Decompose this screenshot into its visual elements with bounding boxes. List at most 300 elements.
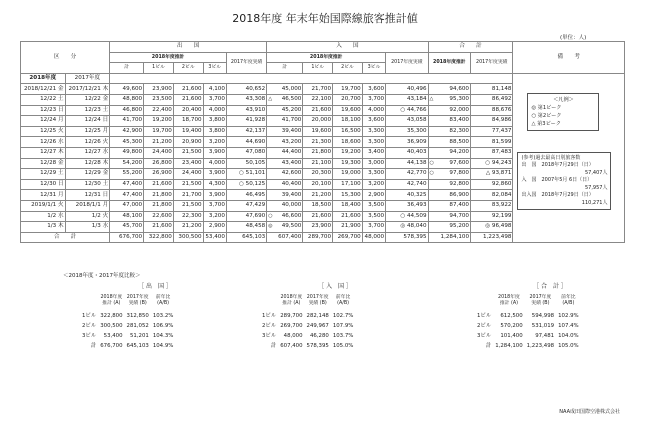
arr-value: 16,500 — [333, 126, 363, 137]
compare-col-header: 2018年度 推計 (A) — [280, 295, 303, 306]
arr-value: 19,300 — [333, 158, 363, 169]
dep-value: 22,400 — [144, 105, 174, 116]
passenger-table — [20, 41, 625, 243]
dep-value: 41,700 — [110, 116, 144, 127]
arr-total-value — [267, 126, 303, 137]
compare-col-header: 2017年度 実績 (B) — [126, 295, 149, 306]
compare-row-label: 計 — [90, 343, 97, 349]
arr-value: 3,200 — [362, 179, 385, 190]
compare-value: 103.7% — [332, 333, 354, 339]
dep-2017-value: 48,458 — [226, 222, 266, 233]
compare-value: 281,052 — [126, 323, 149, 329]
date-2018: 12/26 水 — [21, 137, 66, 148]
tot-value — [428, 179, 470, 190]
arr-total-number: 45,200 — [281, 106, 302, 113]
dep-value: 19,400 — [173, 126, 203, 137]
date-2017: 12/27 水 — [65, 147, 110, 158]
compare-blank — [80, 295, 98, 307]
arr-value: 15,300 — [333, 190, 363, 201]
compare-value: 102.9% — [558, 313, 579, 319]
dep-value: 2,900 — [203, 222, 226, 233]
dep-sub-t2: 2ビル — [173, 63, 203, 74]
arr-value: 4,000 — [362, 105, 385, 116]
tot-value — [428, 211, 470, 222]
arr-2017-value: ○ 44,509 — [386, 211, 428, 222]
legend-box — [527, 93, 599, 131]
dep-value: 46,800 — [110, 105, 144, 116]
arr-total-number: 40,000 — [281, 202, 302, 209]
dep-2017-value: 47,080 — [226, 147, 266, 158]
arr-est-header: 2018年度推計 — [267, 52, 386, 63]
arr-2017-value: 44,138 — [386, 158, 428, 169]
compare-value: 322,800 — [100, 313, 123, 319]
compare-row — [80, 321, 175, 331]
arr-sub-t2: 2ビル — [333, 63, 363, 74]
compare-value: 102.7% — [332, 313, 354, 319]
compare-row-label: 計 — [485, 343, 492, 349]
arr-value: 20,000 — [303, 116, 333, 127]
arr-value: 20,100 — [303, 179, 333, 190]
tot-number: 92,000 — [449, 106, 469, 113]
compare-value: 1,223,498 — [526, 343, 555, 349]
tot-2017-value: 87,483 — [471, 147, 513, 158]
arr-value: 20,700 — [333, 94, 363, 105]
date-2017: 12/29 金 — [65, 169, 110, 180]
compare-value: 249,967 — [306, 323, 329, 329]
arr-value: 3,500 — [362, 200, 385, 211]
tot-est-header: 2018年度推計 — [428, 52, 470, 73]
arr-value: 21,600 — [303, 105, 333, 116]
compare-heading: ［ 入 国 ］ — [318, 283, 352, 290]
ref-value1: 57,407人 — [584, 169, 608, 176]
tot-number: 87,400 — [449, 202, 469, 209]
compare-value: 570,200 — [500, 323, 523, 329]
compare-value: 676,700 — [100, 343, 123, 349]
compare-col-header: 2018年度 推計 (A) — [100, 295, 123, 306]
date-2017: 12/26 火 — [65, 137, 110, 148]
arr-total-value — [267, 222, 303, 233]
dep-2017-total: 645,103 — [226, 232, 266, 243]
date-2017: 2017/12/21 木 — [65, 84, 110, 95]
peak-mark: ◎ — [268, 223, 273, 230]
compare-title: ＜2018年度・2017年度比較＞ — [63, 273, 141, 279]
tot-value — [428, 169, 470, 180]
departure-header: 出 国 — [110, 42, 267, 53]
arr-total-value — [267, 158, 303, 169]
compare-heading: ［ 合 計 ］ — [533, 283, 567, 290]
dep-2017-value: 41,928 — [226, 116, 266, 127]
dep-value: 3,900 — [203, 190, 226, 201]
dep-2017-value: 44,690 — [226, 137, 266, 148]
arr-2017-value: 43,058 — [386, 116, 428, 127]
dep-value: 45,300 — [110, 137, 144, 148]
dep-2017-value: 42,137 — [226, 126, 266, 137]
arr-value: 18,500 — [303, 200, 333, 211]
arr-total: 48,000 — [362, 232, 385, 243]
dep-value: 21,600 — [144, 222, 174, 233]
arr-total-value — [267, 147, 303, 158]
arr-2017-value: 40,325 — [386, 190, 428, 201]
date-2017: 12/25 月 — [65, 126, 110, 137]
peak-mark: △ — [429, 96, 434, 103]
arr-value: 20,300 — [303, 169, 333, 180]
date-2018: 2018/12/21 金 — [21, 84, 66, 95]
date-2018: 2019/1/1 火 — [21, 200, 66, 211]
arr-total-value — [267, 169, 303, 180]
dep-value: 24,400 — [173, 169, 203, 180]
dep-value: 21,500 — [173, 147, 203, 158]
ref-line3: 出入国 2018年7月29日（日） — [521, 192, 594, 199]
arr-value: 3,500 — [362, 211, 385, 222]
arr-2017-value: 35,300 — [386, 126, 428, 137]
dep-value: 22,300 — [173, 211, 203, 222]
tot-2017-value: 81,599 — [471, 137, 513, 148]
arr-value: 21,200 — [303, 190, 333, 201]
arr-total-value — [267, 137, 303, 148]
arr-value: 3,600 — [362, 116, 385, 127]
tot-2017-value: 84,986 — [471, 116, 513, 127]
tot-2017-value: 92,860 — [471, 179, 513, 190]
dep-value: 19,700 — [144, 126, 174, 137]
dep-value: 4,300 — [203, 179, 226, 190]
compare-row — [260, 331, 355, 341]
dep-value: 47,000 — [110, 200, 144, 211]
dep-value: 42,900 — [110, 126, 144, 137]
compare-row-label: 1ビル — [477, 313, 492, 319]
tot-number: 94,200 — [449, 149, 469, 156]
compare-block — [80, 281, 230, 351]
dep-value: 23,500 — [144, 94, 174, 105]
year-2017-header: 2017年度 — [65, 73, 110, 84]
dep-value: 47,400 — [110, 190, 144, 201]
tot-value — [428, 94, 470, 105]
date-2017: 12/24 日 — [65, 116, 110, 127]
tot-number: 92,800 — [449, 181, 469, 188]
compare-value: 531,019 — [531, 323, 555, 329]
dep-2017-value: 47,429 — [226, 200, 266, 211]
compare-value: 312,850 — [126, 313, 149, 319]
compare-value: 53,400 — [103, 333, 123, 339]
tot-2017-value: 81,148 — [471, 84, 513, 95]
dep-value: 48,100 — [110, 211, 144, 222]
compare-row — [80, 331, 175, 341]
tot-number: 97,800 — [449, 170, 469, 177]
tot-value — [428, 84, 470, 95]
dep-value: 21,500 — [173, 200, 203, 211]
dep-total: 300,500 — [173, 232, 203, 243]
compare-value: 51,201 — [129, 333, 149, 339]
page-title: 2018年度 年末年始国際線旅客推計値 — [232, 12, 418, 25]
tot-value — [428, 190, 470, 201]
dep-value: 48,800 — [110, 94, 144, 105]
arr-total-number: 39,400 — [281, 128, 302, 135]
tot-number: 86,900 — [449, 191, 469, 198]
tot-2017-value: ○ 94,243 — [471, 158, 513, 169]
arr-value: 2,900 — [362, 190, 385, 201]
date-2018: 12/27 木 — [21, 147, 66, 158]
date-2018: 1/3 木 — [21, 222, 66, 233]
compare-value: 103.2% — [152, 313, 174, 319]
compare-block — [260, 281, 410, 351]
dep-total: 676,700 — [110, 232, 144, 243]
dep-value: 20,400 — [173, 105, 203, 116]
peak-mark: ○ — [429, 159, 434, 166]
arr-value: 21,700 — [303, 84, 333, 95]
arr-2017-value: ◎ 48,040 — [386, 222, 428, 233]
arr-value: 21,600 — [333, 211, 363, 222]
dep-value: 4,000 — [203, 158, 226, 169]
dep-2017-value: 46,495 — [226, 190, 266, 201]
total-row-label: 合 計 — [21, 232, 110, 243]
arr-value: 3,600 — [362, 84, 385, 95]
remarks-cell — [513, 73, 625, 243]
arr-value: 21,800 — [303, 147, 333, 158]
tot-2017-value: 82,084 — [471, 190, 513, 201]
compare-row — [80, 341, 175, 351]
date-2018: 12/22 土 — [21, 94, 66, 105]
arr-value: 3,700 — [362, 222, 385, 233]
compare-value: 107.4% — [558, 323, 579, 329]
compare-col-header: 2017年度 実績 (B) — [306, 295, 329, 306]
compare-row — [475, 321, 581, 331]
dep-value: 21,200 — [173, 222, 203, 233]
dep-value: 21,600 — [173, 94, 203, 105]
date-2017: 2018/1/1 月 — [65, 200, 110, 211]
dep-sub-total: 計 — [110, 63, 144, 74]
legend-item-peak1: ◎ 第1ピーク — [531, 104, 562, 111]
compare-row-label: 3ビル — [477, 333, 492, 339]
dep-value: 3,700 — [203, 94, 226, 105]
dep-value: 20,900 — [173, 137, 203, 148]
dep-est-header: 2018年度推計 — [110, 52, 227, 63]
compare-table — [475, 295, 581, 351]
arr-total: 607,400 — [267, 232, 303, 243]
arr-value: 21,300 — [303, 137, 333, 148]
date-2018: 12/25 火 — [21, 126, 66, 137]
dep-value: 21,800 — [144, 190, 174, 201]
dep-value: 19,200 — [144, 116, 174, 127]
compare-value: 105.0% — [332, 343, 354, 349]
arr-sub-total: 計 — [267, 63, 303, 74]
arr-total-number: 49,500 — [281, 223, 302, 230]
arr-total-number: 41,700 — [281, 117, 302, 124]
arr-total-number: 39,400 — [281, 191, 302, 198]
arr-total-number: 45,000 — [281, 85, 302, 92]
arr-value: 18,600 — [333, 137, 363, 148]
arr-value: 3,700 — [362, 94, 385, 105]
compare-value: 48,000 — [283, 333, 303, 339]
compare-row-label: 1ビル — [262, 313, 277, 319]
compare-blank — [475, 295, 493, 307]
kubun-header: 区 分 — [21, 42, 110, 74]
date-2017: 1/2 火 — [65, 211, 110, 222]
dep-value: 4,100 — [203, 84, 226, 95]
dep-value: 47,400 — [110, 179, 144, 190]
tot-value — [428, 200, 470, 211]
dep-value: 21,600 — [173, 84, 203, 95]
dep-value: 21,200 — [144, 137, 174, 148]
arr-value: 21,600 — [303, 211, 333, 222]
date-2018: 12/24 月 — [21, 116, 66, 127]
compare-value: 289,700 — [280, 313, 303, 319]
tot-number: 94,600 — [449, 85, 469, 92]
legend-item-peak3: △ 第3ピーク — [531, 120, 561, 127]
compare-value: 300,500 — [100, 323, 123, 329]
arrival-header: 入 国 — [267, 42, 428, 53]
ref-line1: 出 国 2018年7月29日（日） — [521, 162, 594, 169]
dep-sub-t1: 1ビル — [144, 63, 174, 74]
dep-2017-value: ○ 51,101 — [226, 169, 266, 180]
compare-value: 105.0% — [558, 343, 579, 349]
dep-value: 3,900 — [203, 169, 226, 180]
unit-label: (単位：人) — [560, 35, 587, 41]
compare-value: 645,103 — [126, 343, 149, 349]
dep-value: 3,900 — [203, 147, 226, 158]
tot-2017-value: 77,437 — [471, 126, 513, 137]
arr-total-number: 44,400 — [281, 149, 302, 156]
compare-col-header: 前年比 (A/B) — [155, 295, 171, 306]
compare-table — [260, 295, 355, 351]
arr-value: 3,000 — [362, 158, 385, 169]
compare-row — [260, 321, 355, 331]
dep-value: 26,800 — [144, 158, 174, 169]
compare-row-label: 計 — [270, 343, 277, 349]
compare-row — [475, 311, 581, 321]
date-2018: 1/2 水 — [21, 211, 66, 222]
tot-number: 97,600 — [449, 159, 469, 166]
compare-row-label: 2ビル — [262, 323, 277, 329]
dep-2017-value: 43,910 — [226, 105, 266, 116]
dep-value: 3,200 — [203, 211, 226, 222]
date-2017: 12/28 木 — [65, 158, 110, 169]
dep-value: 54,200 — [110, 158, 144, 169]
tot-number: 83,400 — [449, 117, 469, 124]
arr-total: 269,700 — [333, 232, 363, 243]
dep-2017-value: 50,105 — [226, 158, 266, 169]
compare-heading: ［ 出 国 ］ — [138, 283, 172, 290]
compare-row — [475, 331, 581, 341]
ref-value3: 110,271人 — [581, 199, 608, 206]
footer-company: NAA成田国際空港株式会社 — [559, 409, 620, 415]
arr-total-number: 42,600 — [281, 170, 302, 177]
arr-value: 19,600 — [303, 126, 333, 137]
arr-2017-value: 42,740 — [386, 179, 428, 190]
compare-row — [260, 341, 355, 351]
date-2018: 12/28 金 — [21, 158, 66, 169]
arr-total: 289,700 — [303, 232, 333, 243]
arr-2017-value: ○ 44,766 — [386, 105, 428, 116]
arr-total-value — [267, 84, 303, 95]
compare-col-header: 2017年度 実績 (B) — [529, 295, 552, 306]
arr-total-value — [267, 211, 303, 222]
arr-sub-t1: 1ビル — [303, 63, 333, 74]
compare-col-header: 2018年度 推計 (A) — [498, 295, 520, 306]
compare-row — [80, 311, 175, 321]
tot-number: 94,700 — [449, 212, 469, 219]
arr-total-value — [267, 179, 303, 190]
dep-value: 24,400 — [144, 147, 174, 158]
compare-value: 1,284,100 — [495, 343, 523, 349]
compare-value: 594,998 — [531, 313, 555, 319]
dep-actual-header: 2017年度実績 — [226, 52, 266, 73]
compare-value: 106.9% — [152, 323, 174, 329]
compare-col-header: 前年比 (A/B) — [561, 295, 576, 306]
dep-value: 21,600 — [144, 179, 174, 190]
tot-2017-value: ◎ 96,498 — [471, 222, 513, 233]
dep-value: 49,800 — [110, 147, 144, 158]
dep-2017-value: ○ 50,125 — [226, 179, 266, 190]
compare-block — [475, 281, 625, 351]
compare-value: 104.0% — [558, 333, 579, 339]
tot-2017-value: 88,676 — [471, 105, 513, 116]
arr-total-value — [267, 190, 303, 201]
ref-title: (参考)過去最高日別旅客数 — [521, 154, 581, 161]
compare-value: 269,700 — [280, 323, 303, 329]
tot-value — [428, 147, 470, 158]
date-2018: 12/23 日 — [21, 105, 66, 116]
arr-value: 19,000 — [333, 169, 363, 180]
compare-value: 107.9% — [332, 323, 354, 329]
arr-value: 3,400 — [362, 147, 385, 158]
dep-value: 23,400 — [173, 158, 203, 169]
date-2017: 12/23 土 — [65, 105, 110, 116]
dep-sub-t3: 3ビル — [203, 63, 226, 74]
peak-mark: ○ — [268, 212, 273, 219]
arr-total-number: 40,400 — [281, 181, 302, 188]
arr-value: 3,300 — [362, 126, 385, 137]
tot-value — [428, 105, 470, 116]
dep-value: 4,000 — [203, 105, 226, 116]
date-2017: 12/30 土 — [65, 179, 110, 190]
legend-item-peak2: ○ 第2ピーク — [531, 112, 562, 119]
dep-value: 3,200 — [203, 137, 226, 148]
ref-line2: 入 国 2007年5月 6日（日） — [521, 177, 593, 184]
arr-value: 3,300 — [362, 137, 385, 148]
dep-value: 3,800 — [203, 126, 226, 137]
arr-sub-t3: 3ビル — [362, 63, 385, 74]
legend-title: ＜凡例＞ — [553, 96, 574, 103]
dep-value: 23,900 — [144, 84, 174, 95]
arr-total-number: 46,500 — [281, 96, 302, 103]
date-2018: 12/30 日 — [21, 179, 66, 190]
arr-value: 21,900 — [333, 222, 363, 233]
tot-value — [428, 137, 470, 148]
arr-value: 18,100 — [333, 116, 363, 127]
dep-value: 55,200 — [110, 169, 144, 180]
tot-value — [428, 222, 470, 233]
arr-2017-value: 36,909 — [386, 137, 428, 148]
tot-value — [428, 116, 470, 127]
dep-value: 26,900 — [144, 169, 174, 180]
dep-value: 22,600 — [144, 211, 174, 222]
compare-value: 578,395 — [306, 343, 329, 349]
dep-value: 45,700 — [110, 222, 144, 233]
date-2017: 12/31 日 — [65, 190, 110, 201]
dep-value: 21,700 — [173, 190, 203, 201]
tot-value — [428, 158, 470, 169]
arr-total-value — [267, 200, 303, 211]
arr-2017-total: 578,395 — [386, 232, 428, 243]
arr-value: 21,100 — [303, 158, 333, 169]
grand-total-2017: 1,223,498 — [471, 232, 513, 243]
dep-value: 49,600 — [110, 84, 144, 95]
compare-value: 104.3% — [152, 333, 174, 339]
dep-value: 18,700 — [173, 116, 203, 127]
compare-value: 101,400 — [500, 333, 523, 339]
arr-value: 19,600 — [333, 105, 363, 116]
arr-2017-value: 36,493 — [386, 200, 428, 211]
compare-row-label: 2ビル — [477, 323, 492, 329]
